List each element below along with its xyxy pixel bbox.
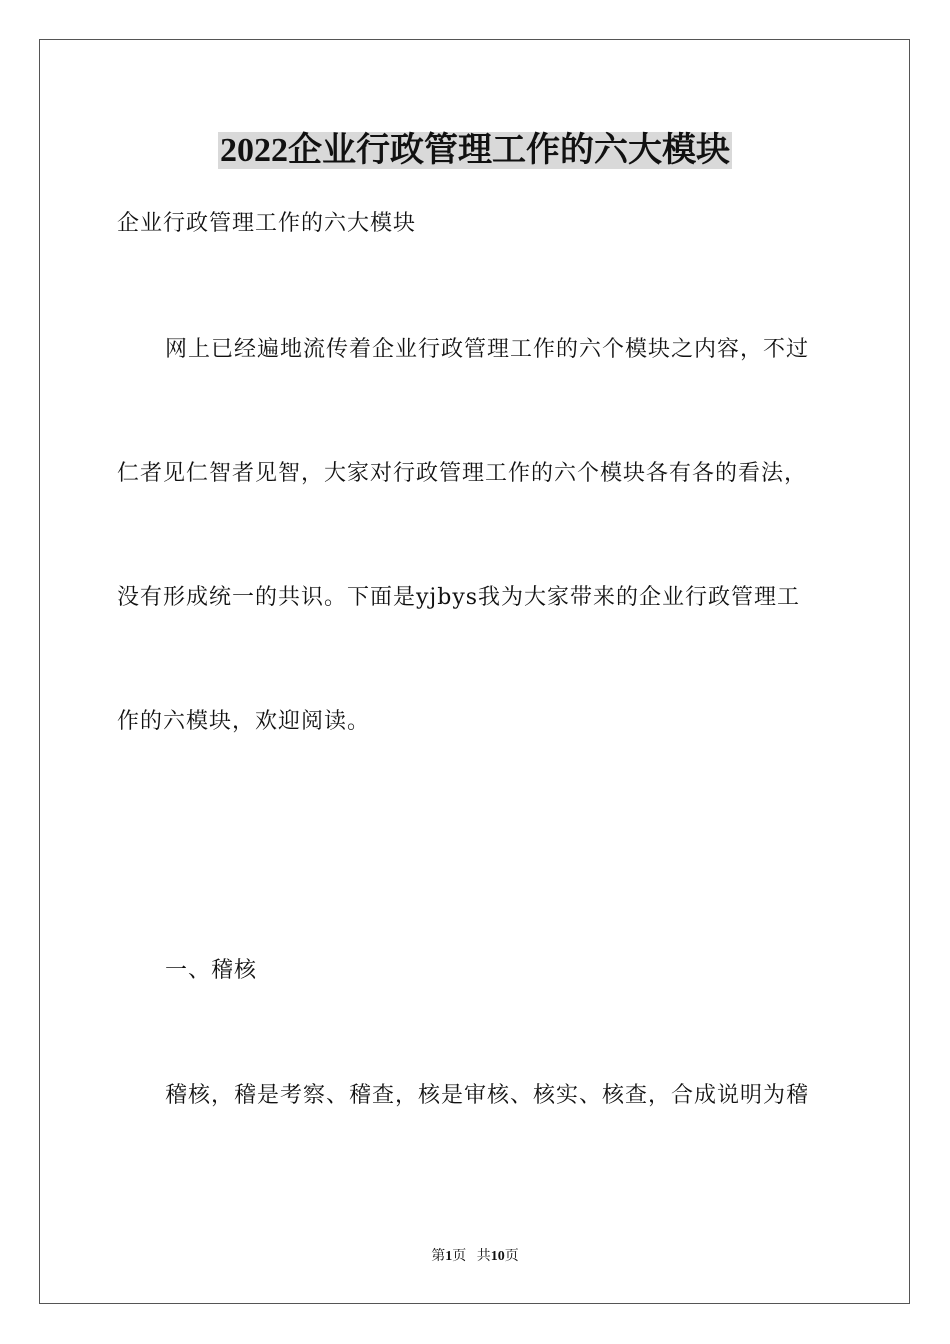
document-title [0,124,950,178]
document-subtitle: 企业行政管理工作的六大模块 [117,211,417,236]
paragraph-line-1: 网上已经遍地流传着企业行政管理工作的六个模块之内容，不过 [165,337,810,362]
footer-total-prefix: 共 [476,1249,491,1264]
paragraph-line-3: 没有形成统一的共识。下面是yjbys我为大家带来的企业行政管理工 [117,585,801,610]
footer-page-prefix: 第 [431,1249,446,1264]
paragraph-line-5: 稽核，稽是考察、稽查，核是审核、核实、核查，合成说明为稽 [165,1083,810,1108]
footer-page-suffix: 页 [452,1249,467,1264]
footer-total-pages: 10 [490,1249,505,1264]
page-footer [0,1247,950,1267]
footer-total-suffix: 页 [504,1249,519,1264]
document-title-text: 2022企业行政管理工作的六大模块 [220,132,730,169]
footer-page-number: 1 [445,1249,453,1264]
paragraph-line-2: 仁者见仁智者见智，大家对行政管理工作的六个模块各有各的看法， [117,461,808,486]
paragraph-line-4: 作的六模块，欢迎阅读。 [117,709,371,734]
section-heading: 一、稽核 [165,958,258,983]
